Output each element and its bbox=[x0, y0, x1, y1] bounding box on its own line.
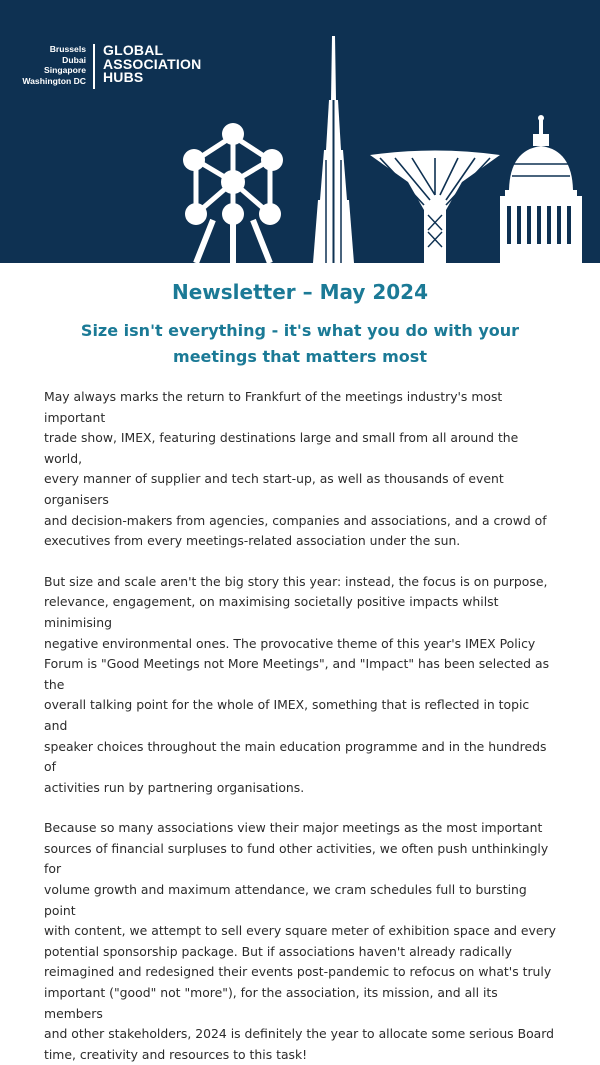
text-line: reimagined and redesigned their events post-pandemic to refocus on what's truly bbox=[44, 964, 552, 980]
text-line: every manner of supplier and tech start-up, as well as thousands of event organisers bbox=[44, 471, 504, 507]
city-brussels: Brussels bbox=[49, 44, 86, 54]
newsletter-title: Newsletter – May 2024 bbox=[171, 280, 429, 304]
text-line: sources of financial surpluses to fund other activities, we often push unthinkingly for bbox=[44, 840, 549, 877]
text-line: negative environmental ones. The provocative theme of this year's IMEX Policy bbox=[44, 635, 536, 651]
text-line: trade show, IMEX, featuring destinations large and small from all around the world, bbox=[44, 430, 519, 466]
article-paragraph-3 bbox=[44, 818, 556, 1065]
city-washington-dc: Washington DC bbox=[22, 75, 86, 86]
headline-line: Size isn't everything - it's what you do with your bbox=[80, 321, 520, 340]
supertree-icon bbox=[370, 151, 500, 264]
header-banner bbox=[0, 0, 600, 263]
text-line: But size and scale aren't the big story this year: instead, the focus is on purpose, bbox=[44, 573, 548, 589]
text-line: relevance, engagement, on maximising societally positive impacts whilst minimising bbox=[44, 594, 499, 630]
text-line: executives from every meetings-related association under the sun. bbox=[44, 533, 461, 549]
logo-brand-text bbox=[103, 44, 201, 85]
capitol-building-icon bbox=[500, 115, 582, 263]
text-line: Because so many associations view their major meetings as the most important bbox=[44, 820, 543, 836]
city-dubai: Dubai bbox=[62, 54, 86, 65]
city-singapore: Singapore bbox=[43, 65, 86, 75]
brand-line-global: GLOBAL bbox=[103, 42, 164, 58]
global-association-hubs-logo[interactable] bbox=[0, 20, 260, 86]
logo-divider bbox=[93, 44, 95, 89]
text-line: speaker choices throughout the main education programme and in the hundreds of bbox=[44, 738, 547, 775]
text-line: Forum is "Good Meetings not More Meetings", and "Impact" has been selected as the bbox=[44, 656, 550, 692]
text-line: volume growth and maximum attendance, we cram schedules full to bursting point bbox=[44, 882, 527, 918]
text-line: and other stakeholders, 2024 is definitely the year to allocate some serious Board bbox=[44, 1026, 554, 1042]
text-line: important ("good" not "more"), for the association, its mission, and all its members bbox=[44, 985, 498, 1021]
text-line: and decision-makers from agencies, companies and associations, and a crowd of bbox=[44, 512, 547, 528]
newsletter-body bbox=[0, 279, 600, 1065]
brand-line-hubs: HUBS bbox=[103, 69, 144, 85]
text-line: with content, we attempt to sell every square meter of exhibition space and every bbox=[44, 923, 556, 939]
article-paragraph-1 bbox=[44, 387, 556, 552]
text-line: potential sponsorship package. But if associations haven't already radically bbox=[44, 943, 512, 959]
headline-line: meetings that matters most bbox=[173, 347, 427, 366]
text-line: May always marks the return to Frankfurt of the meetings industry's most important bbox=[44, 389, 503, 425]
article-headline bbox=[44, 318, 556, 370]
text-line: activities run by partnering organisations. bbox=[44, 779, 305, 795]
text-line: time, creativity and resources to this task! bbox=[44, 1046, 308, 1062]
burj-khalifa-icon bbox=[313, 36, 354, 263]
atomium-icon bbox=[183, 123, 283, 263]
logo-cities bbox=[0, 44, 86, 86]
text-line: overall talking point for the whole of IMEX, something that is reflected in topic and bbox=[44, 697, 530, 733]
brand-line-association: ASSOCIATION bbox=[103, 55, 202, 72]
article-paragraph-2 bbox=[44, 572, 556, 799]
